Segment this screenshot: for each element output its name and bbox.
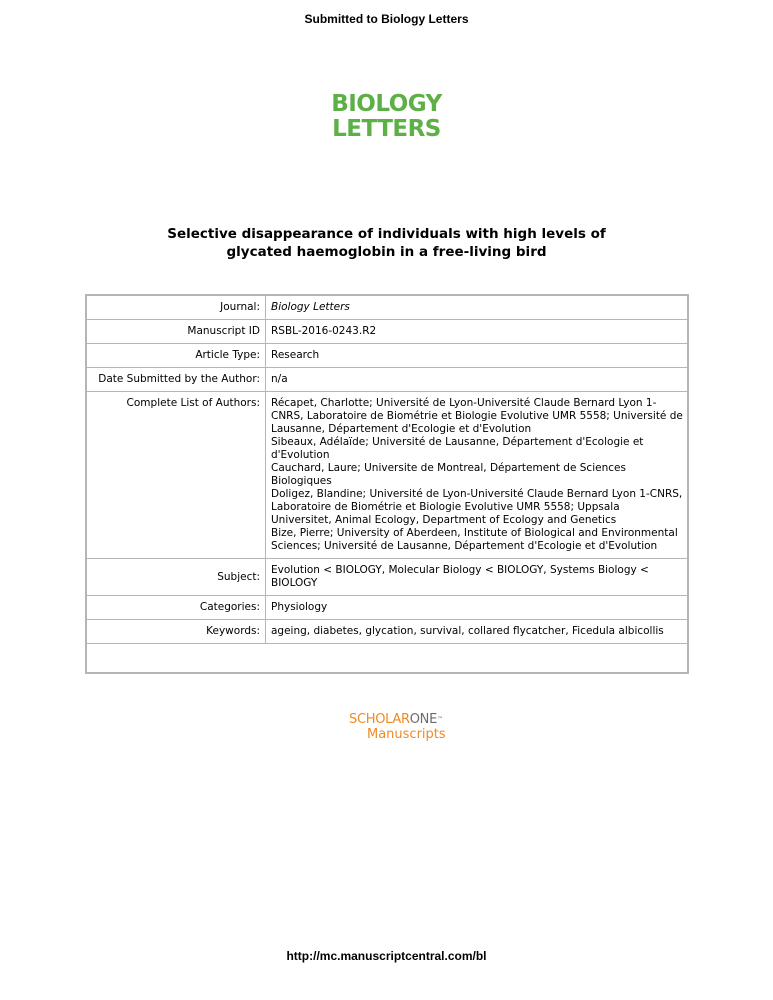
subject-label: Subject: [86,559,266,596]
row-categories [86,596,688,620]
article-type-value: Research [266,344,689,368]
row-journal [86,295,688,320]
manuscript-info-table [85,294,689,674]
author-entry: Sibeaux, Adélaïde; Université de Lausanne, Département d'Ecologie et d'Evolution [271,436,644,461]
journal-label: Journal: [86,295,266,320]
date-submitted-value: n/a [266,368,689,392]
author-entry: Cauchard, Laure; Universite de Montreal, Département de Sciences Biologiques [271,462,626,487]
title-line-1: Selective disappearance of individuals with high levels of [167,226,606,242]
scholarone-manuscripts: Manuscripts [367,727,446,742]
scholarone-trademark: ™ [437,716,443,723]
row-empty [86,644,688,674]
article-type-label: Article Type: [86,344,266,368]
authors-label: Complete List of Authors: [86,392,266,559]
title-line-2: glycated haemoglobin in a free-living bird [226,244,547,260]
manuscript-id-label: Manuscript ID [86,320,266,344]
row-keywords [86,620,688,644]
page-header: Submitted to Biology Letters [304,12,469,26]
keywords-label: Keywords: [86,620,266,644]
paper-title [100,225,673,261]
manuscript-id-value: RSBL-2016-0243.R2 [266,320,689,344]
author-entry: Bize, Pierre; University of Aberdeen, Institute of Biological and Environmental Sciences; Université de Lausanne, Département d'Ecologie et d'Evolution [271,527,678,552]
row-article-type [86,344,688,368]
author-entry: Doligez, Blandine; Université de Lyon-Université Claude Bernard Lyon 1-CNRS, Laboratoire de Biométrie et Biologie Evolutive UMR 5558; Uppsala Universitet, Animal Ecology, Department of Ecology and Genetics [271,488,683,526]
author-entry: Récapet, Charlotte; Université de Lyon-Université Claude Bernard Lyon 1-CNRS, Laboratoire de Biométrie et Biologie Evolutive UMR 5558; Université de Lausanne, Département d'Ecologie et d'Evolution [271,397,683,435]
scholarone-logo [349,712,469,742]
categories-value: Physiology [266,596,689,620]
empty-cell [86,644,688,674]
date-submitted-label: Date Submitted by the Author: [86,368,266,392]
journal-logo [0,92,773,142]
logo-line-1: BIOLOGY [331,91,442,117]
journal-value: Biology Letters [266,295,689,320]
row-authors [86,392,688,559]
keywords-value: ageing, diabetes, glycation, survival, collared flycatcher, Ficedula albicollis [266,620,689,644]
subject-value: Evolution < BIOLOGY, Molecular Biology < BIOLOGY, Systems Biology < BIOLOGY [266,559,689,596]
row-manuscript-id [86,320,688,344]
logo-line-2: LETTERS [332,116,441,142]
scholarone-part-b: ONE [409,712,437,727]
scholarone-wordmark [349,712,469,727]
categories-label: Categories: [86,596,266,620]
scholarone-part-a: SCHOLAR [349,712,410,727]
page-footer-url: http://mc.manuscriptcentral.com/bl [286,949,487,963]
row-subject [86,559,688,596]
authors-value [266,392,689,559]
row-date-submitted [86,368,688,392]
